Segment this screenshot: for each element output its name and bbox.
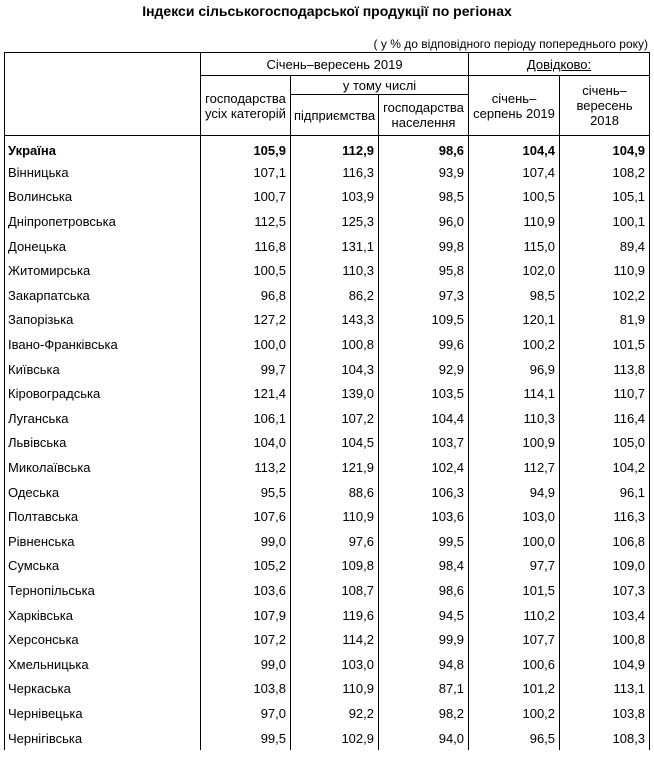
table-row — [5, 677, 650, 702]
households-cell: 102,4 — [379, 455, 469, 480]
jan-sep-2018-cell: 116,4 — [560, 406, 650, 431]
households-cell: 103,7 — [379, 431, 469, 456]
table-row — [5, 627, 650, 652]
table-row — [5, 258, 650, 283]
regions-table — [4, 52, 650, 750]
jan-aug-2019-cell: 100,9 — [469, 431, 560, 456]
households-cell: 99,5 — [379, 529, 469, 554]
all-categories-cell: 107,9 — [201, 603, 291, 628]
enterprises-cell: 104,3 — [291, 357, 379, 382]
enterprises-cell: 110,9 — [291, 504, 379, 529]
table-row — [5, 357, 650, 382]
region-name-cell: Сумська — [5, 554, 201, 579]
region-name-cell: Херсонська — [5, 627, 201, 652]
enterprises-cell: 103,9 — [291, 185, 379, 210]
all-categories-cell: 99,0 — [201, 529, 291, 554]
all-categories-cell: 105,9 — [201, 136, 291, 161]
jan-sep-2018-cell: 81,9 — [560, 308, 650, 333]
all-categories-cell: 127,2 — [201, 308, 291, 333]
region-name-cell: Житомирська — [5, 258, 201, 283]
jan-aug-2019-cell: 110,9 — [469, 209, 560, 234]
jan-aug-2019-cell: 97,7 — [469, 554, 560, 579]
all-categories-header: господарства усіх категорій — [201, 76, 291, 136]
enterprises-cell: 119,6 — [291, 603, 379, 628]
enterprises-cell: 103,0 — [291, 652, 379, 677]
jan-sep-2018-cell: 108,2 — [560, 160, 650, 185]
table-row — [5, 652, 650, 677]
all-categories-cell: 103,8 — [201, 677, 291, 702]
units-note: ( у % до відповідного періоду попереднього року) — [373, 37, 648, 51]
all-categories-cell: 105,2 — [201, 554, 291, 579]
enterprises-cell: 92,2 — [291, 701, 379, 726]
table-row — [5, 431, 650, 456]
all-categories-cell: 99,7 — [201, 357, 291, 382]
enterprises-cell: 143,3 — [291, 308, 379, 333]
jan-aug-2019-cell: 100,6 — [469, 652, 560, 677]
region-name-cell: Львівська — [5, 431, 201, 456]
enterprises-cell: 112,9 — [291, 136, 379, 161]
enterprises-cell: 139,0 — [291, 381, 379, 406]
enterprises-cell: 108,7 — [291, 578, 379, 603]
all-categories-cell: 99,5 — [201, 726, 291, 751]
table-row — [5, 308, 650, 333]
region-name-cell: Дніпропетровська — [5, 209, 201, 234]
region-name-cell: Рівненська — [5, 529, 201, 554]
region-name-cell: Чернігівська — [5, 726, 201, 751]
all-categories-cell: 107,6 — [201, 504, 291, 529]
region-name-cell: Запорізька — [5, 308, 201, 333]
jan-sep-2018-cell: 106,8 — [560, 529, 650, 554]
all-categories-cell: 121,4 — [201, 381, 291, 406]
table-row — [5, 283, 650, 308]
page-title: Індекси сільськогосподарської продукції по регіонах — [142, 3, 512, 19]
households-cell: 97,3 — [379, 283, 469, 308]
all-categories-cell: 100,0 — [201, 332, 291, 357]
households-cell: 99,8 — [379, 234, 469, 259]
all-categories-cell: 104,0 — [201, 431, 291, 456]
region-name-cell: Кіровоградська — [5, 381, 201, 406]
all-categories-cell: 97,0 — [201, 701, 291, 726]
jan-aug-2019-cell: 112,7 — [469, 455, 560, 480]
households-cell: 98,4 — [379, 554, 469, 579]
table-body — [5, 136, 650, 751]
households-cell: 96,0 — [379, 209, 469, 234]
jan-sep-2018-cell: 103,8 — [560, 701, 650, 726]
table-row — [5, 603, 650, 628]
region-name-cell: Волинська — [5, 185, 201, 210]
table-row — [5, 455, 650, 480]
table-row — [5, 406, 650, 431]
households-cell: 99,9 — [379, 627, 469, 652]
reference-header — [469, 53, 650, 76]
jan-aug-2019-cell: 100,0 — [469, 529, 560, 554]
jan-aug-2019-cell: 101,2 — [469, 677, 560, 702]
jan-sep-2018-cell: 103,4 — [560, 603, 650, 628]
all-categories-cell: 96,8 — [201, 283, 291, 308]
enterprises-cell: 121,9 — [291, 455, 379, 480]
table-row — [5, 529, 650, 554]
jan-aug-2019-cell: 114,1 — [469, 381, 560, 406]
households-cell: 94,5 — [379, 603, 469, 628]
jan-sep-2018-header: січень– вересень 2018 — [560, 76, 650, 136]
all-categories-cell: 112,5 — [201, 209, 291, 234]
households-cell: 93,9 — [379, 160, 469, 185]
table-row — [5, 209, 650, 234]
jan-sep-2018-cell: 105,0 — [560, 431, 650, 456]
region-header — [5, 53, 201, 136]
enterprises-cell: 114,2 — [291, 627, 379, 652]
including-header: у тому числі — [291, 76, 469, 95]
enterprises-cell: 109,8 — [291, 554, 379, 579]
table-row — [5, 578, 650, 603]
jan-sep-2018-cell: 109,0 — [560, 554, 650, 579]
jan-aug-2019-cell: 100,5 — [469, 185, 560, 210]
all-categories-cell: 95,5 — [201, 480, 291, 505]
households-cell: 98,2 — [379, 701, 469, 726]
all-categories-cell: 99,0 — [201, 652, 291, 677]
jan-sep-2018-cell: 116,3 — [560, 504, 650, 529]
households-cell: 98,6 — [379, 578, 469, 603]
enterprises-cell: 88,6 — [291, 480, 379, 505]
jan-sep-2018-cell: 101,5 — [560, 332, 650, 357]
households-cell: 106,3 — [379, 480, 469, 505]
table-row — [5, 381, 650, 406]
region-name-cell: Україна — [5, 136, 201, 161]
jan-sep-2018-cell: 96,1 — [560, 480, 650, 505]
table-row — [5, 234, 650, 259]
households-cell: 98,5 — [379, 185, 469, 210]
jan-sep-2018-cell: 100,8 — [560, 627, 650, 652]
jan-aug-2019-cell: 100,2 — [469, 332, 560, 357]
table-row — [5, 480, 650, 505]
table-row — [5, 554, 650, 579]
households-cell: 98,6 — [379, 136, 469, 161]
all-categories-cell: 100,7 — [201, 185, 291, 210]
jan-sep-2018-cell: 107,3 — [560, 578, 650, 603]
all-categories-cell: 103,6 — [201, 578, 291, 603]
jan-sep-2018-cell: 104,2 — [560, 455, 650, 480]
jan-sep-2018-cell: 89,4 — [560, 234, 650, 259]
jan-aug-2019-cell: 103,0 — [469, 504, 560, 529]
region-name-cell: Одеська — [5, 480, 201, 505]
jan-aug-2019-cell: 96,9 — [469, 357, 560, 382]
jan-sep-2018-cell: 104,9 — [560, 136, 650, 161]
jan-aug-2019-cell: 96,5 — [469, 726, 560, 751]
enterprises-cell: 131,1 — [291, 234, 379, 259]
reference-label: Довідково: — [526, 56, 592, 72]
households-cell: 99,6 — [379, 332, 469, 357]
enterprises-cell: 116,3 — [291, 160, 379, 185]
households-cell: 103,5 — [379, 381, 469, 406]
all-categories-cell: 113,2 — [201, 455, 291, 480]
jan-sep-2018-cell: 113,8 — [560, 357, 650, 382]
region-name-cell: Івано-Франківська — [5, 332, 201, 357]
enterprises-header: підприємства — [291, 95, 379, 136]
households-cell: 92,9 — [379, 357, 469, 382]
region-name-cell: Київська — [5, 357, 201, 382]
all-categories-cell: 106,1 — [201, 406, 291, 431]
jan-aug-2019-cell: 104,4 — [469, 136, 560, 161]
households-header: господарства населення — [379, 95, 469, 136]
jan-aug-2019-cell: 101,5 — [469, 578, 560, 603]
jan-aug-2019-cell: 110,2 — [469, 603, 560, 628]
enterprises-cell: 86,2 — [291, 283, 379, 308]
region-name-cell: Хмельницька — [5, 652, 201, 677]
enterprises-cell: 107,2 — [291, 406, 379, 431]
enterprises-cell: 104,5 — [291, 431, 379, 456]
jan-sep-2018-cell: 110,7 — [560, 381, 650, 406]
table-row — [5, 332, 650, 357]
jan-aug-2019-cell: 100,2 — [469, 701, 560, 726]
table-row — [5, 160, 650, 185]
region-name-cell: Вінницька — [5, 160, 201, 185]
table-row — [5, 726, 650, 751]
households-cell: 95,8 — [379, 258, 469, 283]
jan-sep-2018-cell: 105,1 — [560, 185, 650, 210]
region-name-cell: Харківська — [5, 603, 201, 628]
table-row — [5, 504, 650, 529]
period-main-header: Січень–вересень 2019 — [201, 53, 469, 76]
table-row — [5, 185, 650, 210]
households-cell: 109,5 — [379, 308, 469, 333]
jan-sep-2018-cell: 104,9 — [560, 652, 650, 677]
jan-sep-2018-cell: 108,3 — [560, 726, 650, 751]
all-categories-cell: 100,5 — [201, 258, 291, 283]
jan-aug-2019-cell: 110,3 — [469, 406, 560, 431]
region-name-cell: Полтавська — [5, 504, 201, 529]
table-row — [5, 701, 650, 726]
jan-sep-2018-cell: 113,1 — [560, 677, 650, 702]
region-name-cell: Тернопільська — [5, 578, 201, 603]
households-cell: 104,4 — [379, 406, 469, 431]
region-name-cell: Донецька — [5, 234, 201, 259]
region-name-cell: Закарпатська — [5, 283, 201, 308]
enterprises-cell: 125,3 — [291, 209, 379, 234]
jan-sep-2018-cell: 110,9 — [560, 258, 650, 283]
enterprises-cell: 100,8 — [291, 332, 379, 357]
jan-aug-2019-header: січень– серпень 2019 — [469, 76, 560, 136]
households-cell: 94,8 — [379, 652, 469, 677]
jan-aug-2019-cell: 115,0 — [469, 234, 560, 259]
jan-aug-2019-cell: 102,0 — [469, 258, 560, 283]
all-categories-cell: 116,8 — [201, 234, 291, 259]
all-categories-cell: 107,1 — [201, 160, 291, 185]
jan-sep-2018-cell: 102,2 — [560, 283, 650, 308]
region-name-cell: Миколаївська — [5, 455, 201, 480]
region-name-cell: Луганська — [5, 406, 201, 431]
enterprises-cell: 97,6 — [291, 529, 379, 554]
jan-aug-2019-cell: 107,4 — [469, 160, 560, 185]
region-name-cell: Черкаська — [5, 677, 201, 702]
jan-aug-2019-cell: 98,5 — [469, 283, 560, 308]
all-categories-cell: 107,2 — [201, 627, 291, 652]
region-name-cell: Чернівецька — [5, 701, 201, 726]
households-cell: 87,1 — [379, 677, 469, 702]
households-cell: 94,0 — [379, 726, 469, 751]
jan-aug-2019-cell: 107,7 — [469, 627, 560, 652]
jan-sep-2018-cell: 100,1 — [560, 209, 650, 234]
enterprises-cell: 110,9 — [291, 677, 379, 702]
jan-aug-2019-cell: 94,9 — [469, 480, 560, 505]
jan-aug-2019-cell: 120,1 — [469, 308, 560, 333]
table-row — [5, 136, 650, 161]
enterprises-cell: 110,3 — [291, 258, 379, 283]
households-cell: 103,6 — [379, 504, 469, 529]
enterprises-cell: 102,9 — [291, 726, 379, 751]
